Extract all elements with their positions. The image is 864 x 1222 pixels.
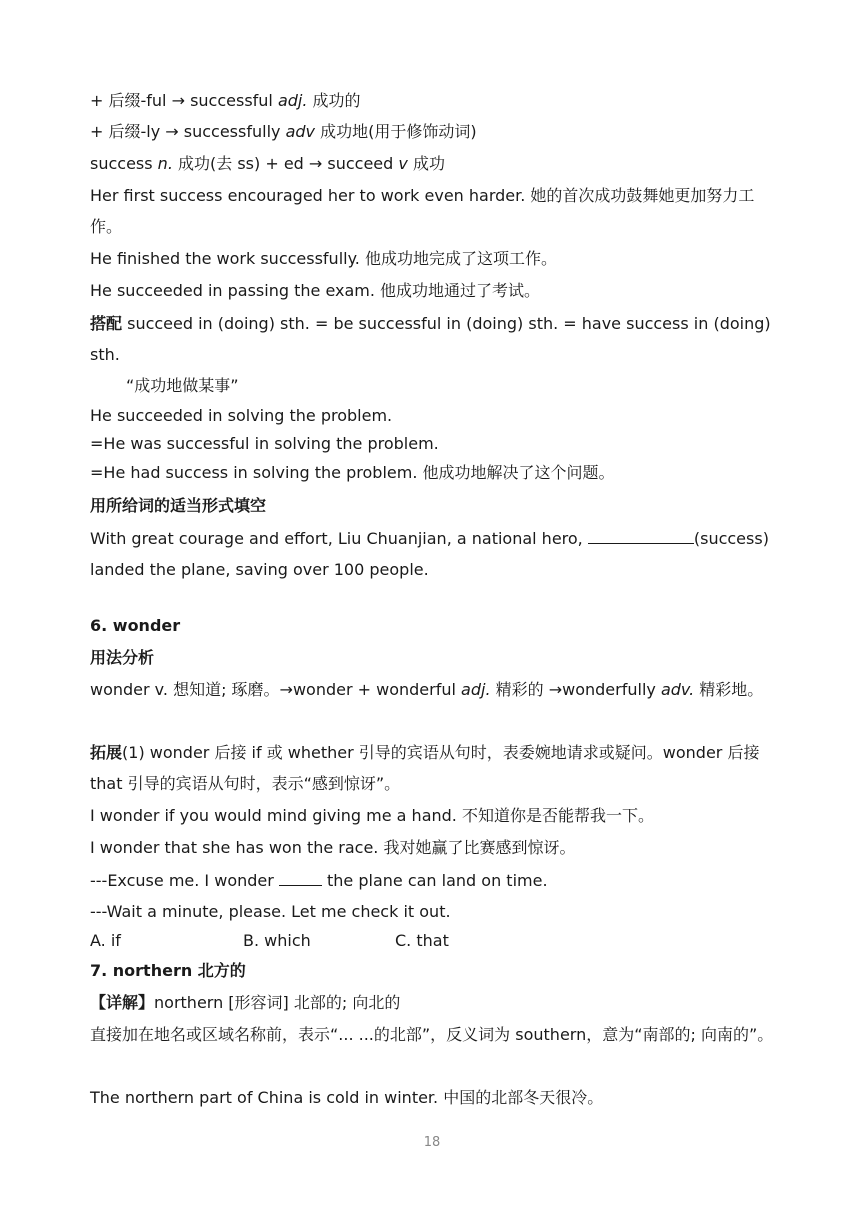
- section-heading: 6. wonder: [90, 616, 181, 635]
- option-b: B. which: [243, 931, 311, 950]
- wonder-definition: wonder v. 想知道; 琢磨。→wonder + wonderful adj. 精彩的 →wonderfully adv. 精彩地。: [90, 680, 764, 699]
- example-sentence: He succeeded in solving the problem.: [90, 406, 393, 425]
- example-sentence: I wonder if you would mind giving me a hand. 不知道你是否能帮我一下。: [90, 806, 654, 825]
- example-sentence: He succeeded in passing the exam. 他成功地通过了考试。: [90, 281, 541, 300]
- collocation-label: 搭配: [90, 314, 123, 333]
- example-sentence: Her first success encouraged her to work even harder. 她的首次成功鼓舞她更加努力工作。: [90, 186, 755, 236]
- answer-options: [90, 931, 774, 951]
- example-sentence: =He was successful in solving the problem.: [90, 434, 439, 453]
- extension-block: 拓展(1) wonder 后接 if 或 whether 引导的宾语从句时，表委婉地请求或疑问。wonder 后接 that 引导的宾语从句时，表示“感到惊讶”。: [90, 743, 760, 793]
- fill-blank-exercise: With great courage and effort, Liu Chuanjian, a national hero, (success) landed the plane, saving over 100 people.: [90, 529, 769, 579]
- collocation-meaning: “成功地做某事”: [126, 376, 239, 395]
- exercise-heading: 用所给词的适当形式填空: [90, 496, 267, 515]
- answer-blank: [279, 870, 322, 886]
- detail-line: 【详解】northern [形容词] 北部的; 向北的: [90, 993, 401, 1012]
- dialogue-reply: ---Wait a minute, please. Let me check it out.: [90, 902, 451, 921]
- example-sentence: I wonder that she has won the race. 我对她赢了比赛感到惊讶。: [90, 838, 576, 857]
- option-a: A. if: [90, 931, 121, 950]
- answer-blank: [588, 528, 694, 544]
- usage-heading: 用法分析: [90, 648, 155, 667]
- extension-label: 拓展: [90, 743, 123, 762]
- suffix-ly-line: + 后缀-ly → successfully adv 成功地(用于修饰动词): [90, 122, 477, 141]
- dialogue-question: ---Excuse me. I wonder the plane can land on time.: [90, 871, 548, 890]
- example-sentence: He finished the work successfully. 他成功地完成了这项工作。: [90, 249, 557, 268]
- section-heading: 7. northern 北方的: [90, 961, 246, 980]
- collocation-block: 搭配 succeed in (doing) sth. = be successful in (doing) sth. = have success in (doing) sth.: [90, 314, 771, 364]
- option-c: C. that: [395, 931, 449, 950]
- detail-label: 【详解】: [90, 993, 155, 1012]
- page-number: 18: [423, 1135, 441, 1150]
- northern-explanation: 直接加在地名或区域名称前，表示“... ...的北部”，反义词为 southern，意为“南部的; 向南的”。: [90, 1025, 774, 1044]
- success-noun-line: success n. 成功(去 ss) + ed → succeed v 成功: [90, 154, 445, 173]
- example-sentence: =He had success in solving the problem. 他成功地解决了这个问题。: [90, 463, 615, 482]
- suffix-ful-line: + 后缀-ful → successful adj. 成功的: [90, 91, 361, 110]
- example-sentence: The northern part of China is cold in winter. 中国的北部冬天很冷。: [90, 1088, 604, 1107]
